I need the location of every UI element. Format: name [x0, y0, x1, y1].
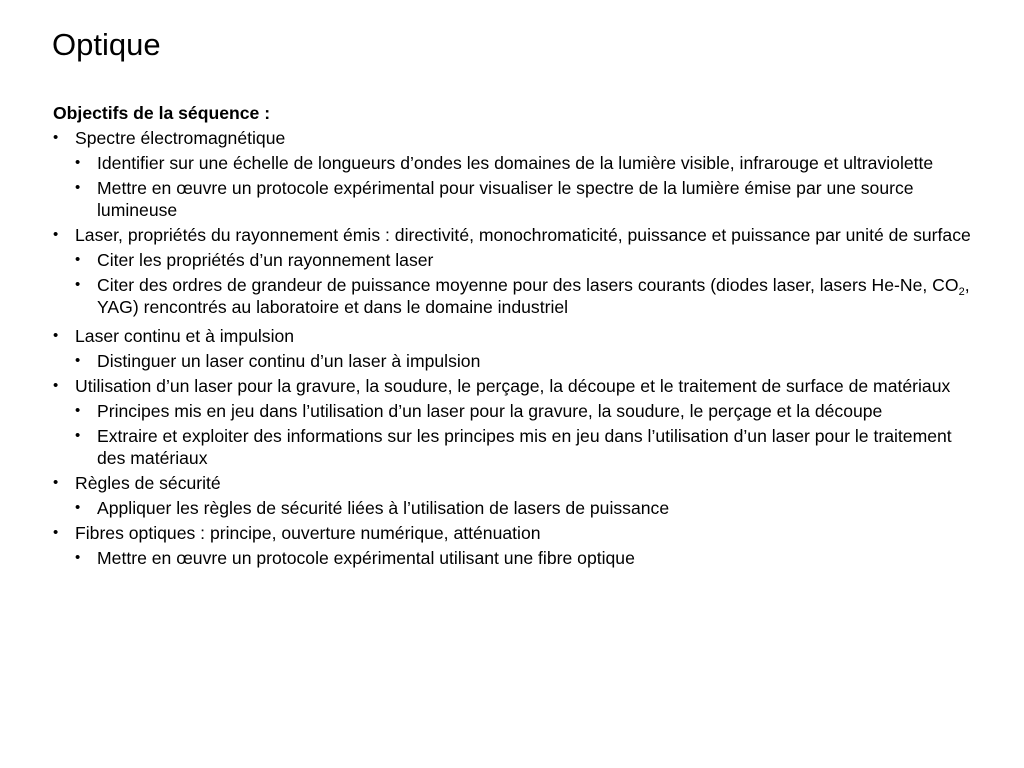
bullet-icon: • [75, 427, 81, 444]
sub-list-item [75, 274, 983, 318]
list-item [53, 224, 983, 318]
slide-title: Optique [52, 27, 161, 62]
bullet-icon: • [53, 474, 59, 491]
sub-list-item-label: Citer les propriétés d’un rayonnement laser [97, 250, 434, 270]
list-item-label: Fibres optiques : principe, ouverture numérique, atténuation [75, 523, 541, 543]
sub-list-item-text-after: , YAG) rencontrés au laboratoire et dans le domaine industriel [97, 275, 970, 317]
sub-list [75, 400, 983, 469]
bullet-icon: • [75, 402, 81, 419]
sub-list-item [75, 177, 983, 221]
sub-list-item [75, 497, 983, 519]
list-item [53, 375, 983, 469]
objectives-heading: Objectifs de la séquence : [53, 103, 271, 123]
list-item [53, 472, 983, 519]
bullet-icon: • [53, 327, 59, 344]
bullet-icon: • [75, 499, 81, 516]
sub-list-item-text-before: Citer des ordres de grandeur de puissance moyenne pour des lasers courants (diodes laser, lasers He-Ne, CO [97, 275, 959, 295]
bullet-icon: • [75, 179, 81, 196]
sub-list-item [75, 350, 983, 372]
objectives-list [53, 127, 983, 569]
sub-list-item [75, 425, 983, 469]
sub-list-item [75, 547, 983, 569]
sub-list-item-label: Identifier sur une échelle de longueurs d’ondes les domaines de la lumière visible, infrarouge et ultraviolette [97, 153, 934, 173]
sub-list-item [75, 400, 983, 422]
bullet-icon: • [75, 549, 81, 566]
bullet-icon: • [75, 251, 81, 268]
sub-list-item-label: Appliquer les règles de sécurité liées à l’utilisation de lasers de puissance [97, 498, 670, 518]
subscript: 2 [958, 286, 965, 298]
list-item [53, 522, 983, 569]
sub-list [75, 547, 983, 569]
sub-list-item [75, 152, 983, 174]
list-item [53, 127, 983, 221]
bullet-icon: • [75, 352, 81, 369]
list-item-label: Laser continu et à impulsion [75, 326, 295, 346]
sub-list-item [75, 249, 983, 271]
list-item-label: Utilisation d’un laser pour la gravure, la soudure, le perçage, la découpe et le traitement de surface de matériaux [75, 376, 951, 396]
sub-list-item-label: Distinguer un laser continu d’un laser à impulsion [97, 351, 481, 371]
bullet-icon: • [75, 154, 81, 171]
bullet-icon: • [75, 276, 81, 293]
bullet-icon: • [53, 524, 59, 541]
sub-list-item-label: Mettre en œuvre un protocole expérimental pour visualiser le spectre de la lumière émise par une source lumineuse [97, 178, 914, 220]
bullet-icon: • [53, 129, 59, 146]
sub-list [75, 497, 983, 519]
sub-list-item-label [97, 275, 970, 317]
list-item-label: Règles de sécurité [75, 473, 221, 493]
sub-list [75, 249, 983, 318]
bullet-icon: • [53, 226, 59, 243]
sub-list-item-label: Mettre en œuvre un protocole expérimental utilisant une fibre optique [97, 548, 635, 568]
list-item-label: Spectre électromagnétique [75, 128, 286, 148]
list-item [53, 325, 983, 372]
bullet-icon: • [53, 377, 59, 394]
sub-list-item-label: Extraire et exploiter des informations sur les principes mis en jeu dans l’utilisation d’un laser pour le traitement des matériaux [97, 426, 952, 468]
slide-content [53, 102, 983, 572]
sub-list [75, 350, 983, 372]
list-item-label: Laser, propriétés du rayonnement émis : directivité, monochromaticité, puissance et puissance par unité de surface [75, 225, 971, 245]
sub-list [75, 152, 983, 221]
sub-list-item-label: Principes mis en jeu dans l’utilisation d’un laser pour la gravure, la soudure, le perçage et la découpe [97, 401, 883, 421]
